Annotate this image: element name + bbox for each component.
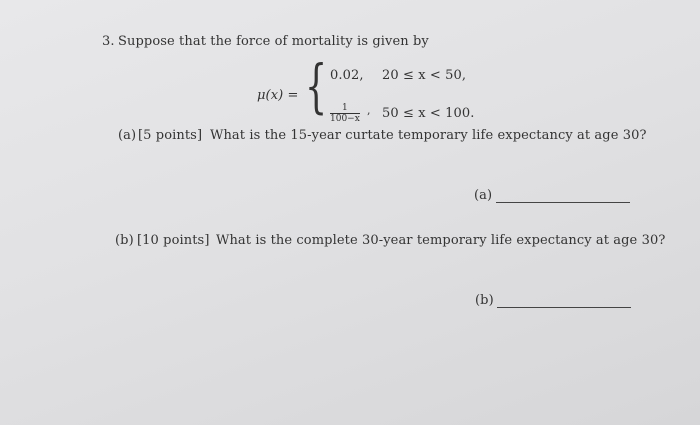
case-2-comma: , (367, 104, 371, 117)
answer-a-blank[interactable] (496, 202, 630, 203)
part-b-question: What is the complete 30-year temporary life expectancy at age 30? (216, 233, 666, 248)
case-1-value: 0.02, (330, 68, 364, 83)
answer-b-blank[interactable] (497, 307, 631, 308)
part-b-label: (b) (115, 233, 134, 248)
fraction-numerator: 1 (330, 103, 360, 114)
case-2-fraction (330, 103, 360, 124)
case-1-condition: 20 ≤ x < 50, (382, 68, 467, 83)
piecewise-brace: { (305, 52, 328, 120)
mu-function-label: μ(x) = (257, 88, 299, 103)
problem-intro: Suppose that the force of mortality is given by (118, 34, 429, 49)
case-2-condition: 50 ≤ x < 100. (382, 106, 475, 121)
problem-number: 3. (102, 34, 115, 49)
answer-a-label: (a) (474, 188, 493, 203)
part-a-points: [5 points] (138, 128, 203, 143)
part-b-points: [10 points] (137, 233, 210, 248)
part-a-label: (a) (118, 128, 137, 143)
part-a-question: What is the 15-year curtate temporary life expectancy at age 30? (210, 128, 647, 143)
fraction-denominator: 100−x (330, 114, 360, 124)
answer-b-label: (b) (475, 293, 494, 308)
